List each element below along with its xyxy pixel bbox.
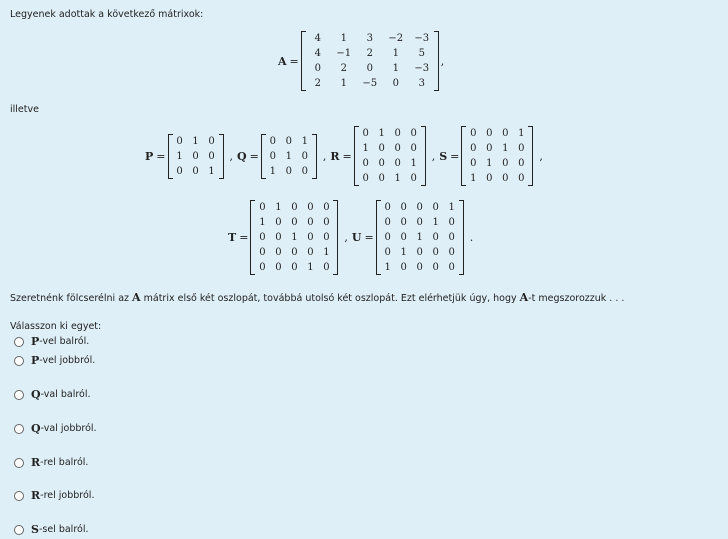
- matrix-cell: 0: [259, 247, 266, 258]
- matrix-cell: 1: [392, 63, 399, 74]
- option-p-right[interactable]: [14, 354, 95, 367]
- matrix-cell: 1: [392, 48, 399, 59]
- equals-sign: =: [156, 149, 166, 163]
- matrix-cell: 4: [314, 48, 321, 59]
- matrix-cell: 0: [518, 173, 525, 184]
- matrix-cell: 1: [502, 143, 509, 154]
- matrix-U-label: U: [351, 231, 362, 244]
- question-symbol-A: A: [132, 291, 141, 304]
- matrix-cell: 0: [362, 173, 369, 184]
- option-symbol: P: [31, 335, 40, 348]
- matrix-cell: 3: [366, 33, 373, 44]
- matrix-cell: 0: [392, 78, 399, 89]
- matrix-cell: −3: [414, 33, 430, 44]
- matrix-cell: 0: [301, 150, 308, 162]
- matrix-cell: −1: [336, 48, 352, 59]
- matrix-cell: 0: [432, 232, 439, 243]
- matrix-cell: 0: [378, 173, 385, 184]
- equals-sign: =: [450, 149, 460, 163]
- option-q-left[interactable]: [14, 388, 91, 401]
- matrix-cell: 0: [432, 262, 439, 273]
- question-text: [10, 291, 624, 304]
- matrix-cell: 0: [378, 143, 385, 154]
- matrix-cell: 0: [384, 202, 391, 213]
- matrix-U: [376, 200, 464, 275]
- matrix-cell: 0: [448, 262, 455, 273]
- matrix-cell: 0: [269, 135, 276, 147]
- option-label: -val balról.: [40, 389, 91, 400]
- option-label: -val jobbról.: [40, 423, 97, 434]
- matrix-cell: 0: [400, 262, 407, 273]
- matrix-cell: 0: [432, 247, 439, 258]
- matrix-cell: 0: [275, 262, 282, 273]
- matrix-cell: 0: [410, 128, 417, 139]
- matrix-cell: 0: [502, 173, 509, 184]
- matrix-cell: 0: [518, 158, 525, 169]
- matrix-cell: 0: [275, 232, 282, 243]
- matrix-cell: 1: [307, 262, 314, 273]
- option-symbol: Q: [31, 422, 41, 435]
- matrix-cell: 0: [307, 247, 314, 258]
- matrix-cell: 0: [285, 135, 292, 147]
- matrix-cell: 5: [418, 48, 425, 59]
- radio-button[interactable]: [14, 337, 24, 347]
- matrix-cell: 1: [176, 150, 183, 162]
- matrix-cell: 1: [518, 128, 525, 139]
- matrix-cell: 0: [400, 232, 407, 243]
- matrix-cell: 4: [314, 33, 321, 44]
- matrix-R-label: R: [330, 149, 340, 163]
- matrix-cell: 0: [486, 143, 493, 154]
- comma: ,: [431, 149, 436, 163]
- matrix-cell: 0: [323, 217, 330, 228]
- matrix-cell: 0: [384, 247, 391, 258]
- matrix-cell: 0: [259, 202, 266, 213]
- matrix-cell: 1: [291, 232, 298, 243]
- radio-button[interactable]: [14, 390, 24, 400]
- matrix-cell: 0: [410, 173, 417, 184]
- matrix-cell: 0: [470, 143, 477, 154]
- matrix-cell: 1: [394, 173, 401, 184]
- equals-sign: =: [342, 149, 352, 163]
- matrix-cell: 0: [362, 128, 369, 139]
- intro-text: Legyenek adottak a következő mátrixok:: [10, 9, 204, 20]
- matrix-cell: 1: [340, 33, 347, 44]
- option-label: -vel jobbról.: [39, 355, 96, 366]
- matrix-cell: 0: [416, 247, 423, 258]
- matrix-cell: −3: [414, 63, 430, 74]
- question-part-1: Szeretnénk fölcserélni az: [10, 293, 133, 304]
- matrix-A-equation: [278, 31, 444, 91]
- matrix-A-label: A: [278, 54, 287, 68]
- matrix-cell: 0: [416, 202, 423, 213]
- matrix-cell: 0: [176, 165, 183, 177]
- comma: ,: [344, 231, 348, 244]
- equals-sign: =: [364, 231, 374, 244]
- matrix-cell: 0: [275, 217, 282, 228]
- option-label: -vel balról.: [39, 336, 90, 347]
- matrix-cell: 0: [502, 128, 509, 139]
- option-label: -sel balról.: [38, 524, 89, 535]
- option-p-left[interactable]: [14, 335, 89, 348]
- matrix-cell: 1: [259, 217, 266, 228]
- radio-button[interactable]: [14, 424, 24, 434]
- matrix-cell: 0: [470, 128, 477, 139]
- matrix-cell: 1: [416, 232, 423, 243]
- matrix-cell: 0: [307, 232, 314, 243]
- question-symbol-A2: A: [519, 291, 529, 304]
- matrix-cell: 0: [366, 63, 373, 74]
- matrix-cell: 0: [307, 202, 314, 213]
- question-part-2: mátrix első két oszlopát, továbbá utolsó két oszlopát. Ezt elérhetjük úgy, hogy: [140, 293, 520, 304]
- matrix-cell: 0: [323, 202, 330, 213]
- matrix-cell: 0: [378, 158, 385, 169]
- matrix-P-label: P: [145, 149, 154, 163]
- period: .: [469, 231, 474, 244]
- matrix-cell: 2: [366, 48, 373, 59]
- matrix-cell: 1: [378, 128, 385, 139]
- matrix-cell: 0: [362, 158, 369, 169]
- comma: ,: [322, 149, 327, 163]
- option-label: -rel balról.: [40, 457, 89, 468]
- matrix-cell: 1: [340, 78, 347, 89]
- matrix-cell: 0: [275, 247, 282, 258]
- matrix-cell: 0: [486, 173, 493, 184]
- matrices-TU-equation: [228, 200, 477, 275]
- matrix-cell: 2: [340, 63, 347, 74]
- matrix-cell: 0: [291, 217, 298, 228]
- option-r-right[interactable]: [14, 489, 94, 502]
- matrix-cell: 0: [518, 143, 525, 154]
- matrix-cell: 0: [291, 262, 298, 273]
- question-part-3: -t megszorozzuk . . .: [528, 293, 625, 304]
- matrix-cell: 0: [400, 217, 407, 228]
- matrix-S: [461, 126, 533, 186]
- matrix-cell: 1: [486, 158, 493, 169]
- matrices-PQRS-equation: [145, 126, 547, 186]
- option-symbol: P: [31, 354, 40, 367]
- choose-one-label: Válasszon ki egyet:: [10, 321, 102, 332]
- matrix-cell: 0: [416, 262, 423, 273]
- illetve-text: illetve: [10, 104, 39, 115]
- matrix-cell: 0: [291, 202, 298, 213]
- matrix-cell: 1: [275, 202, 282, 213]
- matrix-cell: 0: [301, 165, 308, 177]
- matrix-cell: 0: [307, 217, 314, 228]
- matrix-cell: 0: [400, 202, 407, 213]
- matrix-cell: 0: [291, 247, 298, 258]
- matrix-S-label: S: [439, 149, 448, 163]
- matrix-cell: 0: [208, 135, 215, 147]
- equals-sign: =: [249, 149, 259, 163]
- matrix-cell: 1: [410, 158, 417, 169]
- matrix-cell: 2: [314, 78, 321, 89]
- matrix-cell: 1: [432, 217, 439, 228]
- matrix-A: [301, 31, 439, 91]
- matrix-cell: 3: [418, 78, 425, 89]
- matrix-cell: −5: [362, 78, 378, 89]
- matrix-cell: 0: [470, 158, 477, 169]
- matrix-cell: 0: [448, 217, 455, 228]
- matrix-cell: 1: [384, 262, 391, 273]
- matrix-cell: 1: [285, 150, 292, 162]
- equals-sign: =: [239, 231, 249, 244]
- option-symbol: Q: [31, 388, 41, 401]
- matrix-cell: 1: [470, 173, 477, 184]
- matrix-cell: 0: [394, 143, 401, 154]
- matrix-cell: 0: [416, 217, 423, 228]
- matrix-cell: 1: [208, 165, 215, 177]
- matrix-cell: 0: [448, 232, 455, 243]
- equals-sign: =: [289, 54, 299, 68]
- matrix-cell: 0: [208, 150, 215, 162]
- matrix-T: [250, 200, 338, 275]
- radio-button[interactable]: [14, 458, 24, 468]
- matrix-cell: 0: [259, 262, 266, 273]
- matrix-cell: 1: [301, 135, 308, 147]
- matrix-cell: 0: [394, 128, 401, 139]
- radio-button[interactable]: [14, 356, 24, 366]
- matrix-Q-label: Q: [237, 149, 247, 163]
- comma: ,: [229, 149, 233, 163]
- matrix-cell: 1: [323, 247, 330, 258]
- matrix-cell: 0: [502, 158, 509, 169]
- option-symbol: S: [31, 523, 39, 536]
- matrix-cell: 1: [269, 165, 276, 177]
- option-r-left[interactable]: [14, 456, 88, 469]
- matrix-R: [354, 126, 426, 186]
- matrix-T-label: T: [228, 231, 237, 244]
- matrix-cell: 1: [362, 143, 369, 154]
- comma: ,: [440, 54, 445, 68]
- matrix-cell: 0: [486, 128, 493, 139]
- matrix-cell: 0: [384, 217, 391, 228]
- option-symbol: R: [31, 489, 41, 502]
- matrix-cell: 0: [384, 232, 391, 243]
- matrix-cell: 0: [323, 262, 330, 273]
- matrix-cell: 0: [176, 135, 183, 147]
- matrix-cell: 0: [314, 63, 321, 74]
- matrix-cell: 1: [448, 202, 455, 213]
- matrix-P: [168, 134, 224, 179]
- option-q-right[interactable]: [14, 422, 97, 435]
- matrix-cell: 0: [285, 165, 292, 177]
- option-s-left[interactable]: [14, 523, 89, 536]
- matrix-cell: 0: [192, 150, 199, 162]
- matrix-cell: 0: [432, 202, 439, 213]
- comma: ,: [539, 149, 543, 163]
- radio-button[interactable]: [14, 525, 24, 535]
- matrix-Q: [261, 134, 317, 179]
- matrix-cell: 0: [448, 247, 455, 258]
- matrix-cell: 0: [410, 143, 417, 154]
- radio-button[interactable]: [14, 491, 24, 501]
- option-symbol: R: [31, 456, 41, 469]
- matrix-cell: 0: [259, 232, 266, 243]
- matrix-cell: 0: [269, 150, 276, 162]
- option-label: -rel jobbról.: [40, 490, 95, 501]
- matrix-cell: 0: [323, 232, 330, 243]
- matrix-cell: 0: [192, 165, 199, 177]
- matrix-cell: 0: [394, 158, 401, 169]
- matrix-cell: 1: [192, 135, 199, 147]
- matrix-cell: 1: [400, 247, 407, 258]
- matrix-cell: −2: [388, 33, 404, 44]
